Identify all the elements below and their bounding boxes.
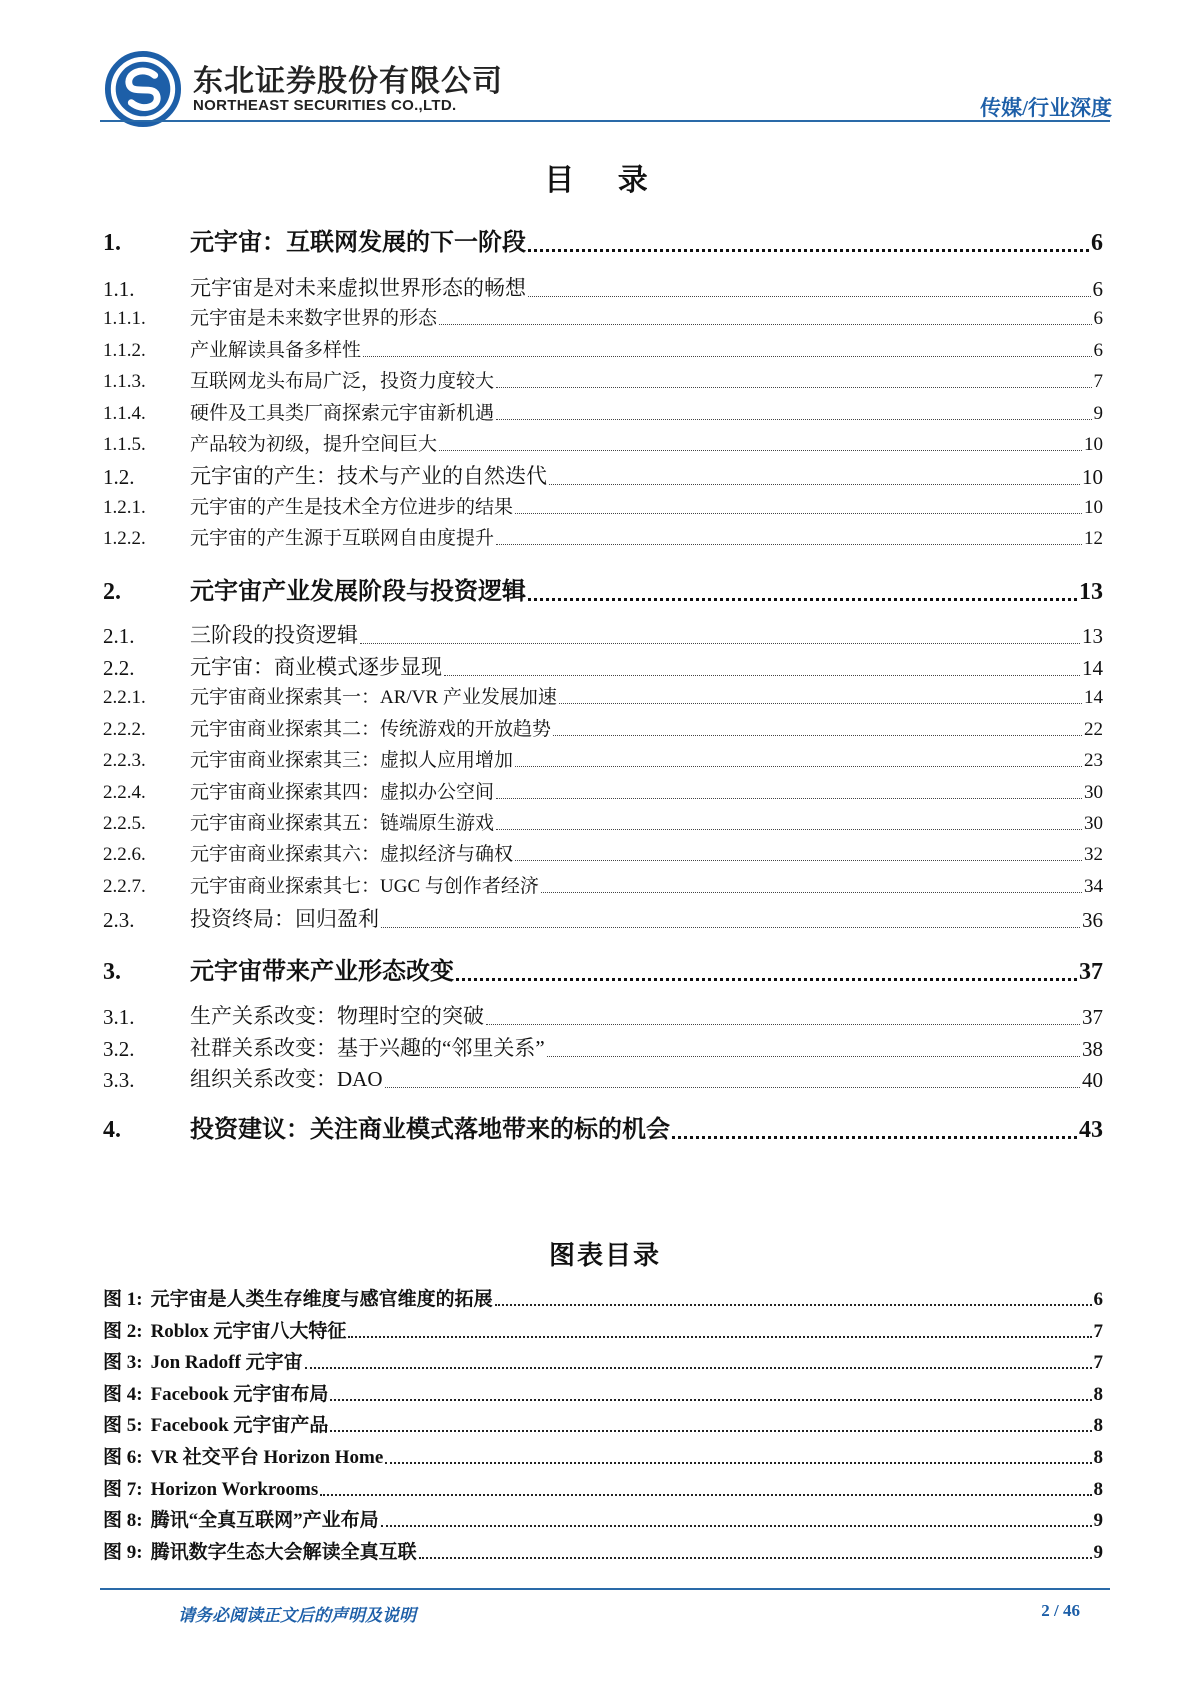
leader-dots [320,1494,1091,1496]
entry-title: 组织关系改变：DAO [190,1067,383,1091]
entry-number: 1. [103,230,121,256]
leader-dots [381,927,1080,928]
entry-page: 10 [1084,497,1103,518]
leader-dots [419,1557,1092,1559]
entry-number: 4. [103,1117,121,1143]
entry-title: Facebook 元宇宙产品 [150,1415,329,1437]
entry-number: 1.1.1. [103,308,146,329]
toc-title: 目 录 [544,164,666,197]
leader-dots [385,1087,1081,1088]
entry-number: 2.2.7. [103,876,146,897]
leader-dots [672,1136,1077,1139]
figure-entry[interactable] [103,1474,1103,1501]
leader-dots [363,356,1091,357]
toc-entry[interactable] [103,460,1103,490]
toc-entry[interactable] [103,1032,1103,1062]
company-logo-icon [104,50,182,128]
entry-page: 40 [1082,1068,1103,1092]
toc-entry[interactable] [103,429,1103,456]
entry-number: 2.2.2. [103,719,146,740]
entry-page: 43 [1079,1117,1103,1143]
entry-title: 互联网龙头布局广泛，投资力度较大 [190,371,495,392]
entry-title: VR 社交平台 Horizon Home [150,1447,384,1468]
entry-page: 7 [1093,1352,1103,1374]
leader-dots [549,484,1080,485]
entry-number: 2.1. [103,624,135,648]
entry-number: 图 6: [103,1447,143,1468]
toc-entry[interactable] [103,335,1103,362]
entry-page: 38 [1082,1037,1103,1061]
entry-title: 元宇宙的产生源于互联网自由度提升 [190,528,495,549]
entry-number: 2.2. [103,656,135,680]
entry-title: 元宇宙是对未来虚拟世界形态的畅想 [190,276,526,300]
entry-page: 10 [1082,465,1103,489]
figure-entry[interactable] [103,1442,1103,1469]
entry-number: 3. [103,959,121,985]
entry-number: 3.1. [103,1005,135,1029]
entry-page: 6 [1093,308,1103,329]
leader-dots [547,1056,1080,1057]
entry-title: 元宇宙商业探索其五：链端原生游戏 [190,813,495,834]
entry-page: 12 [1084,528,1103,549]
entry-title: 产业解读具备多样性 [190,340,362,361]
entry-number: 1.2.2. [103,528,146,549]
entry-number: 2.2.4. [103,782,146,803]
toc-entry[interactable] [103,366,1103,393]
entry-number: 1.2.1. [103,497,146,518]
entry-title: 元宇宙的产生：技术与产业的自然迭代 [190,464,547,488]
entry-page: 6 [1093,1289,1103,1310]
toc-entry[interactable] [103,272,1103,302]
entry-page: 7 [1093,371,1103,392]
leader-dots [515,860,1082,861]
toc-entry[interactable] [103,523,1103,550]
entry-page: 14 [1082,656,1103,680]
toc-entry[interactable] [103,398,1103,425]
company-name-cn: 东北证券股份有限公司 [193,65,503,98]
entry-number: 2.3. [103,908,135,932]
leader-dots [330,1430,1091,1432]
entry-title: 腾讯数字生态大会解读全真互联 [150,1541,417,1563]
figure-entry[interactable] [103,1347,1103,1374]
leader-dots [385,1462,1091,1464]
leader-dots [381,1525,1092,1527]
entry-page: 37 [1082,1005,1103,1029]
entry-number: 2.2.1. [103,687,146,708]
entry-number: 3.3. [103,1068,135,1092]
entry-title: 元宇宙：互联网发展的下一阶段 [190,230,526,256]
toc-entry[interactable] [103,303,1103,330]
entry-title: 元宇宙商业探索其三：虚拟人应用增加 [190,750,514,771]
entry-number: 图 9: [103,1541,143,1563]
footer-divider [100,1588,1110,1590]
entry-page: 8 [1093,1383,1103,1405]
figure-list-title: 图表目录 [548,1241,661,1270]
entry-number: 图 3: [103,1352,143,1374]
entry-title: 硬件及工具类厂商探索元宇宙新机遇 [190,403,495,424]
toc-entry[interactable] [103,777,1103,804]
toc-entry[interactable] [103,714,1103,741]
entry-page: 37 [1079,959,1103,985]
entry-number: 2. [103,579,121,605]
entry-page: 32 [1084,844,1103,865]
leader-dots [330,1399,1091,1401]
entry-page: 8 [1093,1415,1103,1437]
entry-title: Facebook 元宇宙布局 [150,1383,329,1405]
leader-dots [559,703,1082,704]
entry-number: 1.1.2. [103,340,146,361]
figure-entry[interactable] [103,1316,1103,1343]
toc-entry[interactable] [103,222,1103,257]
figure-entry[interactable] [103,1410,1103,1437]
leader-dots [360,643,1080,644]
entry-page: 30 [1084,813,1103,834]
entry-page: 6 [1093,340,1103,361]
leader-dots [439,324,1091,325]
entry-page: 30 [1084,782,1103,803]
entry-title: 元宇宙商业探索其七：UGC 与创作者经济 [190,876,539,897]
toc-entry[interactable] [103,682,1103,709]
entry-number: 3.2. [103,1037,135,1061]
leader-dots [495,1304,1092,1306]
entry-title: 元宇宙商业探索其四：虚拟办公空间 [190,782,495,803]
entry-page: 6 [1092,277,1103,301]
leader-dots [496,829,1082,830]
leader-dots [553,735,1082,736]
leader-dots [444,675,1080,676]
entry-title: 投资终局：回归盈利 [190,907,379,931]
entry-title: 腾讯“全真互联网”产业布局 [150,1510,379,1532]
entry-number: 图 2: [103,1320,143,1342]
entry-title: 投资建议：关注商业模式落地带来的标的机会 [190,1117,670,1143]
entry-page: 14 [1084,687,1103,708]
entry-page: 9 [1093,403,1103,424]
toc-entry[interactable] [103,745,1103,772]
entry-page: 36 [1082,908,1103,932]
entry-title: 元宇宙：商业模式逐步显现 [190,655,442,679]
leader-dots [496,387,1091,388]
entry-title: 社群关系改变：基于兴趣的“邻里关系” [190,1036,545,1060]
entry-title: 三阶段的投资逻辑 [190,623,358,647]
header-divider [100,120,1110,122]
figure-entry[interactable] [103,1379,1103,1406]
entry-page: 23 [1084,750,1103,771]
report-category: 传媒/行业深度 [980,96,1112,120]
figure-entry[interactable] [103,1537,1103,1564]
entry-page: 9 [1093,1541,1103,1563]
leader-dots [528,296,1091,297]
entry-title: Roblox 元宇宙八大特征 [150,1320,347,1342]
entry-title: Horizon Workrooms [150,1478,319,1500]
entry-title: 元宇宙商业探索其二：传统游戏的开放趋势 [190,719,552,740]
entry-page: 8 [1093,1478,1103,1500]
entry-number: 2.2.3. [103,750,146,771]
leader-dots [496,798,1082,799]
entry-number: 图 8: [103,1510,143,1532]
figure-entry[interactable] [103,1505,1103,1532]
leader-dots [486,1024,1080,1025]
entry-title: Jon Radoff 元宇宙 [150,1352,303,1374]
toc-entry[interactable] [103,871,1103,898]
entry-page: 13 [1082,624,1103,648]
toc-entry[interactable] [103,808,1103,835]
toc-entry[interactable] [103,1063,1103,1093]
leader-dots [515,766,1082,767]
leader-dots [496,544,1082,545]
entry-number: 1.1.4. [103,403,146,424]
entry-page: 10 [1084,434,1103,455]
entry-number: 图 7: [103,1478,143,1500]
company-name-en: NORTHEAST SECURITIES CO.,LTD. [193,97,457,114]
page-number: 2 / 46 [1041,1601,1080,1620]
toc-entry[interactable] [103,903,1103,933]
leader-dots [528,598,1077,601]
entry-title: 元宇宙商业探索其六：虚拟经济与确权 [190,844,514,865]
entry-page: 7 [1093,1320,1103,1342]
entry-number: 2.2.6. [103,844,146,865]
entry-title: 元宇宙带来产业形态改变 [190,959,454,985]
entry-title: 元宇宙产业发展阶段与投资逻辑 [190,579,526,605]
leader-dots [515,513,1082,514]
entry-number: 1.1.5. [103,434,146,455]
toc-entry[interactable] [103,492,1103,519]
toc-entry[interactable] [103,651,1103,681]
leader-dots [496,419,1091,420]
toc-entry[interactable] [103,839,1103,866]
entry-title: 元宇宙的产生是技术全方位进步的结果 [190,497,514,518]
leader-dots [305,1367,1092,1369]
entry-page: 13 [1079,579,1103,605]
entry-title: 元宇宙是未来数字世界的形态 [190,308,438,329]
toc-entry[interactable] [103,1000,1103,1030]
entry-number: 1.1. [103,277,135,301]
entry-title: 元宇宙是人类生存维度与感官维度的拓展 [150,1289,493,1310]
entry-title: 元宇宙商业探索其一：AR/VR 产业发展加速 [190,687,557,708]
toc-entry[interactable] [103,1109,1103,1144]
footer-disclaimer: 请务必阅读正文后的声明及说明 [178,1606,416,1625]
toc-entry[interactable] [103,571,1103,606]
entry-page: 8 [1093,1447,1103,1468]
entry-page: 9 [1093,1510,1103,1532]
entry-title: 产品较为初级，提升空间巨大 [190,434,438,455]
entry-page: 22 [1084,719,1103,740]
entry-title: 生产关系改变：物理时空的突破 [190,1004,484,1028]
leader-dots [348,1336,1091,1338]
entry-number: 图 1: [103,1289,143,1310]
entry-number: 图 5: [103,1415,143,1437]
toc-entry[interactable] [103,619,1103,649]
entry-number: 1.2. [103,465,135,489]
leader-dots [541,892,1082,893]
entry-page: 6 [1091,230,1103,256]
entry-number: 图 4: [103,1383,143,1405]
toc-entry[interactable] [103,951,1103,986]
leader-dots [439,450,1082,451]
leader-dots [528,249,1089,252]
figure-entry[interactable] [103,1284,1103,1311]
entry-number: 1.1.3. [103,371,146,392]
entry-page: 34 [1084,876,1103,897]
leader-dots [456,978,1077,981]
entry-number: 2.2.5. [103,813,146,834]
